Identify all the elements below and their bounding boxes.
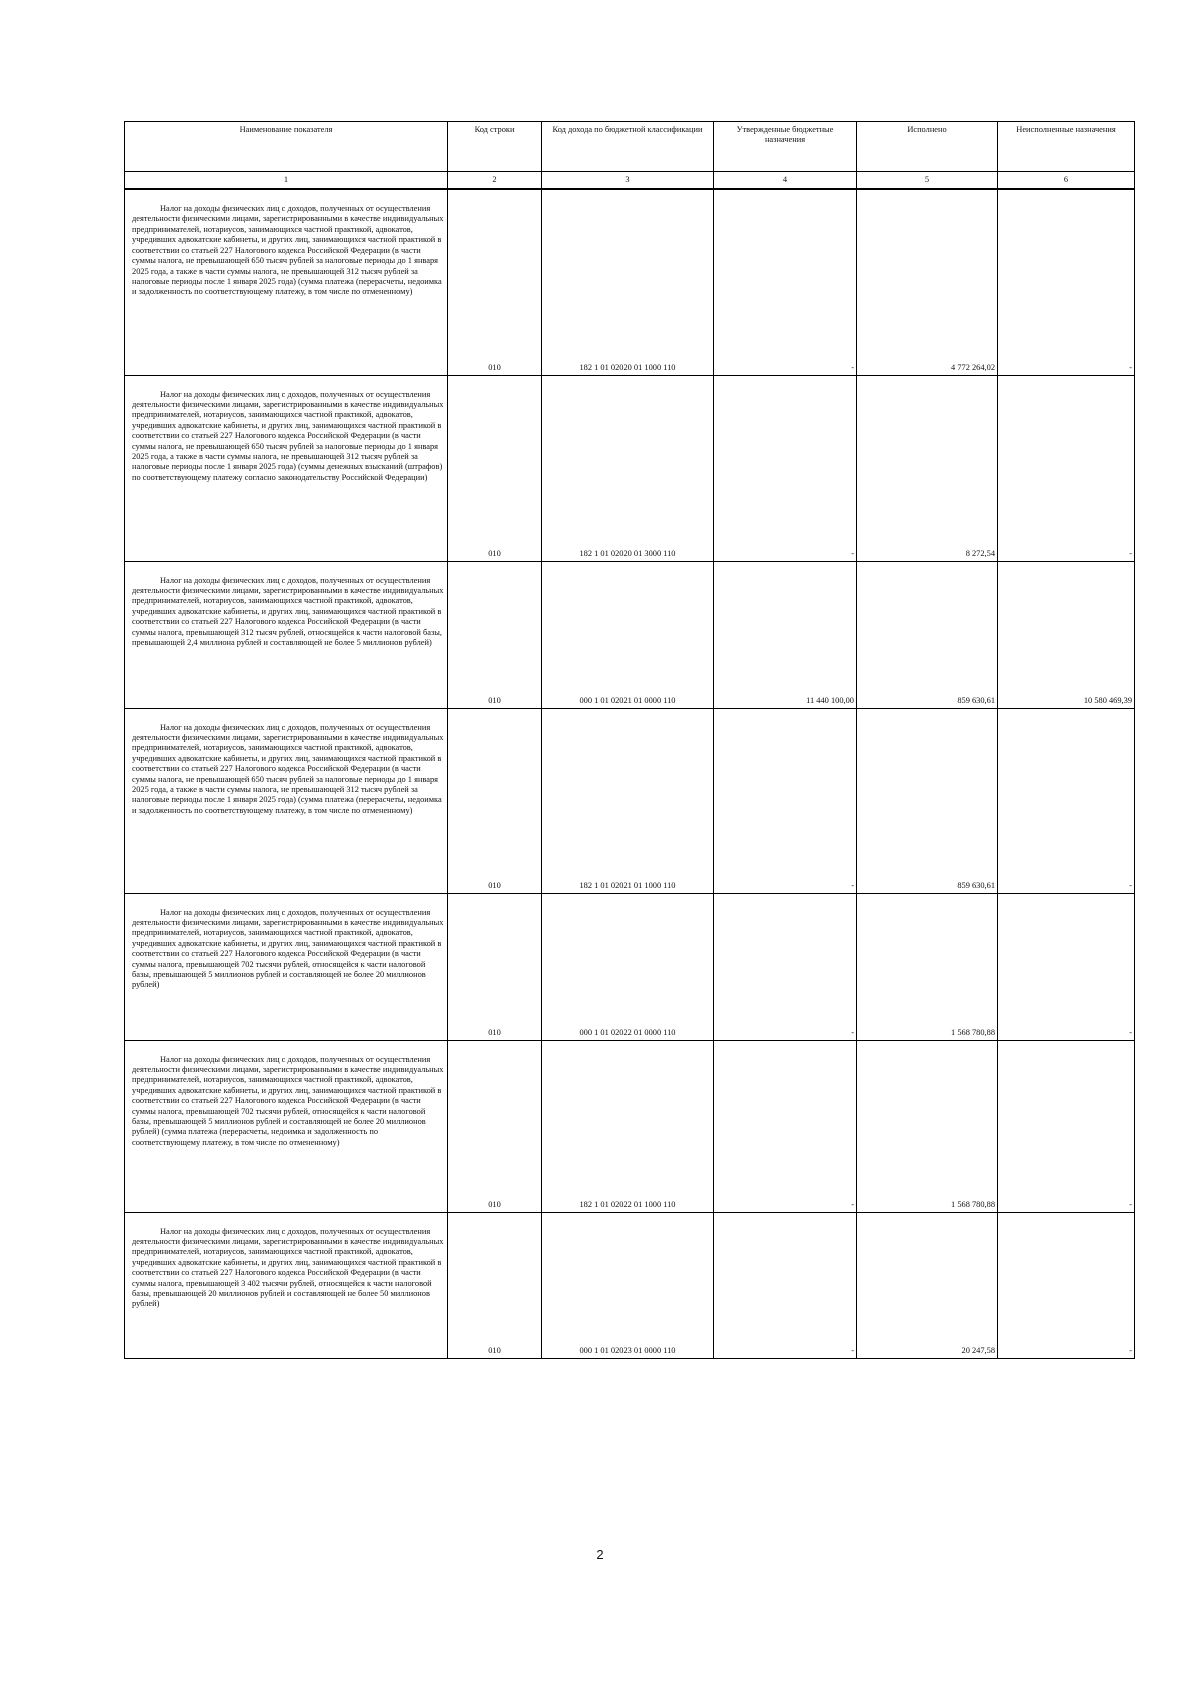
unexecuted-value: -	[998, 1212, 1135, 1358]
table-row	[125, 375, 1135, 561]
column-number: 2	[448, 172, 542, 190]
indicator-name-text: Налог на доходы физических лиц с доходов, полученных от осуществления деятельности физическими лицами, зарегистрированными в качестве индивидуальных предпринимателей, нотариусов, занимающихся частной практикой, адвокатов, учредивших адвокатские кабинеты, и других лиц, занимающихся частной практикой в соответствии со статьей 227 Налогового кодекса Российской Федерации (в части суммы налога, не превышающей 650 тысяч рублей за налоговые периоды до 1 января 2025 года, а также в части суммы налога, не превышающей 312 тысяч рублей за налоговые периоды после 1 января 2025 года) (сумма платежа (перерасчеты, недоимка и задолженность по соответствующему платежу, в том числе по отмененному)	[132, 722, 444, 815]
indicator-name-text: Налог на доходы физических лиц с доходов, полученных от осуществления деятельности физическими лицами, зарегистрированными в качестве индивидуальных предпринимателей, нотариусов, занимающихся частной практикой, адвокатов, учредивших адвокатские кабинеты, и других лиц, занимающихся частной практикой в соответствии со статьей 227 Налогового кодекса Российской Федерации (в части суммы налога, превышающей 702 тысячи рублей, относящейся к части налоговой базы, превышающей 5 миллионов рублей и составляющей не более 20 миллионов рублей)	[132, 907, 444, 990]
table-row	[125, 561, 1135, 708]
column-number: 1	[125, 172, 448, 190]
approved-value: 11 440 100,00	[714, 561, 857, 708]
line-code: 010	[448, 1040, 542, 1212]
table-row	[125, 1040, 1135, 1212]
indicator-name-text: Налог на доходы физических лиц с доходов, полученных от осуществления деятельности физическими лицами, зарегистрированными в качестве индивидуальных предпринимателей, нотариусов, занимающихся частной практикой, адвокатов, учредивших адвокатские кабинеты, и других лиц, занимающихся частной практикой в соответствии со статьей 227 Налогового кодекса Российской Федерации (в части суммы налога, превышающей 312 тысяч рублей, относящейся к части налоговой базы, превышающей 2,4 миллиона рублей и составляющей не более 5 миллионов рублей)	[132, 575, 444, 648]
income-code: 182 1 01 02022 01 1000 110	[542, 1040, 714, 1212]
column-number: 6	[998, 172, 1135, 190]
unexecuted-value: -	[998, 708, 1135, 893]
line-code: 010	[448, 708, 542, 893]
income-code: 182 1 01 02020 01 3000 110	[542, 375, 714, 561]
approved-value: -	[714, 375, 857, 561]
unexecuted-value: 10 580 469,39	[998, 561, 1135, 708]
approved-value: -	[714, 708, 857, 893]
table-row	[125, 1212, 1135, 1358]
income-code: 000 1 01 02022 01 0000 110	[542, 893, 714, 1040]
approved-value: -	[714, 189, 857, 375]
indicator-name	[125, 189, 448, 375]
income-code: 000 1 01 02023 01 0000 110	[542, 1212, 714, 1358]
unexecuted-value: -	[998, 1040, 1135, 1212]
line-code: 010	[448, 561, 542, 708]
column-number-row	[125, 172, 1135, 190]
table-row	[125, 893, 1135, 1040]
executed-value: 859 630,61	[857, 708, 998, 893]
header-row	[125, 122, 1135, 172]
header-approved: Утвержденные бюджетные назначения	[714, 122, 857, 172]
unexecuted-value: -	[998, 375, 1135, 561]
column-number: 5	[857, 172, 998, 190]
table-row	[125, 189, 1135, 375]
executed-value: 1 568 780,88	[857, 893, 998, 1040]
unexecuted-value: -	[998, 189, 1135, 375]
header-indicator-name: Наименование показателя	[125, 122, 448, 172]
column-number: 3	[542, 172, 714, 190]
line-code: 010	[448, 893, 542, 1040]
table-row	[125, 708, 1135, 893]
indicator-name	[125, 375, 448, 561]
header-executed: Исполнено	[857, 122, 998, 172]
page-number: 2	[596, 1547, 604, 1562]
line-code: 010	[448, 375, 542, 561]
indicator-name-text: Налог на доходы физических лиц с доходов, полученных от осуществления деятельности физическими лицами, зарегистрированными в качестве индивидуальных предпринимателей, нотариусов, занимающихся частной практикой, адвокатов, учредивших адвокатские кабинеты, и других лиц, занимающихся частной практикой в соответствии со статьей 227 Налогового кодекса Российской Федерации (в части суммы налога, не превышающей 650 тысяч рублей за налоговые периоды до 1 января 2025 года, а также в части суммы налога, не превышающей 312 тысяч рублей за налоговые периоды после 1 января 2025 года) (суммы денежных взысканий (штрафов) по соответствующему платежу согласно законодательству Российской Федерации)	[132, 389, 444, 482]
line-code: 010	[448, 1212, 542, 1358]
executed-value: 4 772 264,02	[857, 189, 998, 375]
indicator-name	[125, 561, 448, 708]
header-income-code: Код дохода по бюджетной классификации	[542, 122, 714, 172]
indicator-name	[125, 1040, 448, 1212]
header-unexecuted: Неисполненные назначения	[998, 122, 1135, 172]
revenue-table	[124, 121, 1135, 1359]
line-code: 010	[448, 189, 542, 375]
executed-value: 1 568 780,88	[857, 1040, 998, 1212]
approved-value: -	[714, 1212, 857, 1358]
indicator-name	[125, 893, 448, 1040]
executed-value: 859 630,61	[857, 561, 998, 708]
income-code: 000 1 01 02021 01 0000 110	[542, 561, 714, 708]
indicator-name	[125, 708, 448, 893]
income-code: 182 1 01 02020 01 1000 110	[542, 189, 714, 375]
header-line-code: Код строки	[448, 122, 542, 172]
column-number: 4	[714, 172, 857, 190]
approved-value: -	[714, 893, 857, 1040]
indicator-name-text: Налог на доходы физических лиц с доходов, полученных от осуществления деятельности физическими лицами, зарегистрированными в качестве индивидуальных предпринимателей, нотариусов, занимающихся частной практикой, адвокатов, учредивших адвокатские кабинеты, и других лиц, занимающихся частной практикой в соответствии со статьей 227 Налогового кодекса Российской Федерации (в части суммы налога, превышающей 3 402 тысячи рублей, относящейся к части налоговой базы, превышающей 20 миллионов рублей и составляющей не более 50 миллионов рублей)	[132, 1226, 444, 1309]
indicator-name-text: Налог на доходы физических лиц с доходов, полученных от осуществления деятельности физическими лицами, зарегистрированными в качестве индивидуальных предпринимателей, нотариусов, занимающихся частной практикой, адвокатов, учредивших адвокатские кабинеты, и других лиц, занимающихся частной практикой в соответствии со статьей 227 Налогового кодекса Российской Федерации (в части суммы налога, не превышающей 650 тысяч рублей за налоговые периоды до 1 января 2025 года, а также в части суммы налога, не превышающей 312 тысяч рублей за налоговые периоды после 1 января 2025 года) (сумма платежа (перерасчеты, недоимка и задолженность по соответствующему платежу, в том числе по отмененному)	[132, 204, 444, 297]
income-code: 182 1 01 02021 01 1000 110	[542, 708, 714, 893]
unexecuted-value: -	[998, 893, 1135, 1040]
indicator-name-text: Налог на доходы физических лиц с доходов, полученных от осуществления деятельности физическими лицами, зарегистрированными в качестве индивидуальных предпринимателей, нотариусов, занимающихся частной практикой, адвокатов, учредивших адвокатские кабинеты, и других лиц, занимающихся частной практикой в соответствии со статьей 227 Налогового кодекса Российской Федерации (в части суммы налога, превышающей 702 тысячи рублей, относящейся к части налоговой базы, превышающей 5 миллионов рублей и составляющей не более 20 миллионов рублей) (сумма платежа (перерасчеты, недоимка и задолженность по соответствующему платежу, в том числе по отмененному)	[132, 1054, 444, 1147]
approved-value: -	[714, 1040, 857, 1212]
executed-value: 20 247,58	[857, 1212, 998, 1358]
executed-value: 8 272,54	[857, 375, 998, 561]
indicator-name	[125, 1212, 448, 1358]
